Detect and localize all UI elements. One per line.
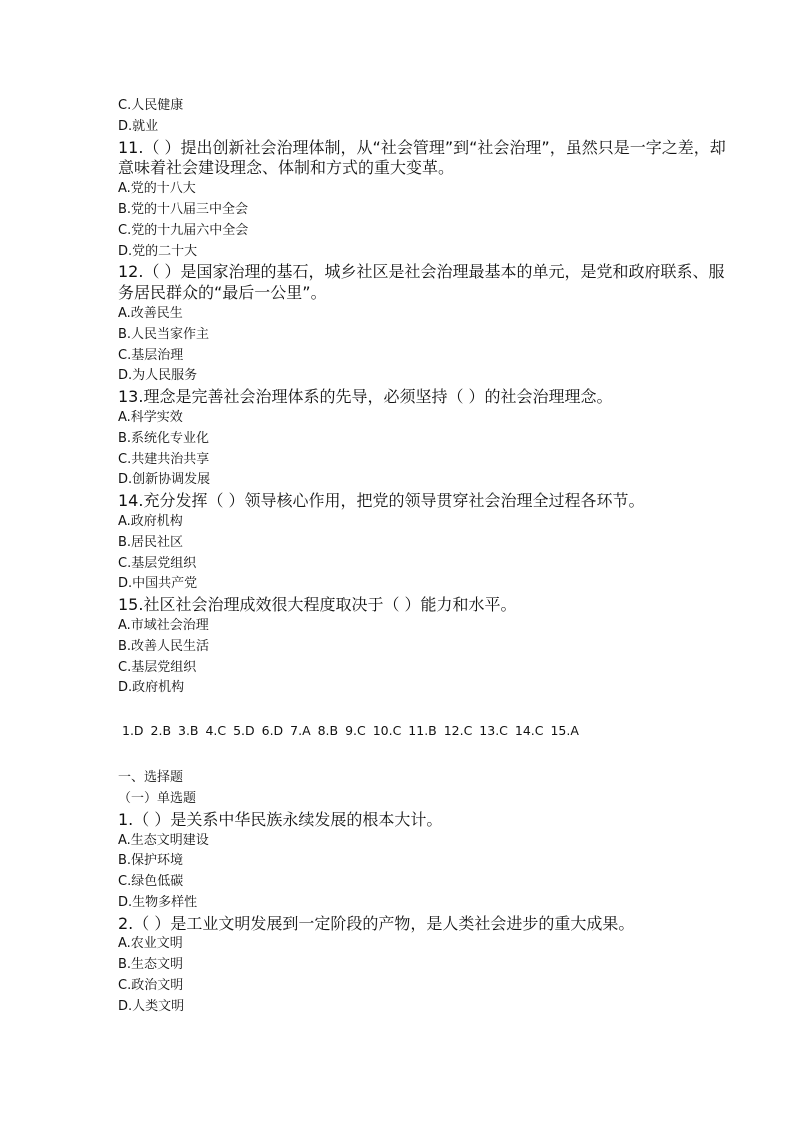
option: A.市域社会治理 <box>118 617 209 633</box>
question-1 <box>118 810 688 831</box>
option: D.人类文明 <box>118 998 185 1014</box>
sub-section-title: （一）单选题 <box>118 790 197 806</box>
section-title: 一、选择题 <box>118 770 184 786</box>
option-c-q10: C.人民健康 <box>118 98 184 113</box>
option: A.改善民生 <box>118 305 183 321</box>
question-12 <box>118 262 725 304</box>
question-stem-line: 13.理念是完善社会治理体系的先导，必须坚持（ ）的社会治理理念。 <box>118 387 613 407</box>
question-11 <box>118 137 726 180</box>
option: C.基层党组织 <box>118 659 197 675</box>
option: C.党的十九届六中全会 <box>118 222 249 238</box>
option: A.党的十八大 <box>118 181 196 197</box>
option: D.中国共产党 <box>118 576 198 592</box>
option: C.基层党组织 <box>118 555 197 571</box>
document-page <box>118 96 726 1018</box>
option: B.人民当家作主 <box>118 326 210 342</box>
option: D.创新协调发展 <box>118 472 211 488</box>
option: B.党的十八届三中全会 <box>118 201 249 217</box>
option: C.政治文明 <box>118 978 184 994</box>
option: D.生物多样性 <box>118 894 198 910</box>
question-stem-line: 2.（ ）是工业文明发展到一定阶段的产物，是人类社会进步的重大成果。 <box>118 913 635 933</box>
option: B.改善人民生活 <box>118 638 210 654</box>
question-stem-line: 15.社区社会治理成效很大程度取决于（ ）能力和水平。 <box>118 595 517 615</box>
question-stem-line: 11.（ ）提出创新社会治理体制，从“社会管理”到“社会治理”，虽然只是一字之差，却 <box>118 137 726 157</box>
option: A.农业文明 <box>118 936 183 952</box>
option: B.系统化专业化 <box>118 430 210 446</box>
question-13 <box>118 387 688 408</box>
option: C.共建共治共享 <box>118 451 210 467</box>
option: D.为人民服务 <box>118 368 198 384</box>
option: B.生态文明 <box>118 957 184 973</box>
option: A.科学实效 <box>118 409 183 425</box>
question-stem-line: 意味着社会建设理念、体制和方式的重大变革。 <box>118 158 455 178</box>
option: A.政府机构 <box>118 513 183 529</box>
option: B.保护环境 <box>118 853 184 869</box>
option: C.绿色低碳 <box>118 874 184 890</box>
question-15 <box>118 595 688 616</box>
answer-key: 1.D 2.B 3.B 4.C 5.D 6.D 7.A 8.B 9.C 10.C 11.B 12.C 13.C 14.C 15.A <box>122 723 579 739</box>
question-2 <box>118 914 688 935</box>
question-stem-line: 14.充分发挥（ ）领导核心作用，把党的领导贯穿社会治理全过程各环节。 <box>118 491 645 511</box>
question-stem-line: 12.（ ）是国家治理的基石，城乡社区是社会治理最基本的单元，是党和政府联系、服 <box>118 262 725 282</box>
option: C.基层治理 <box>118 347 184 363</box>
option-d-q10: D.就业 <box>118 118 159 134</box>
option: B.居民社区 <box>118 534 184 550</box>
question-stem-line: 1.（ ）是关系中华民族永续发展的根本大计。 <box>118 809 443 829</box>
option: D.政府机构 <box>118 680 185 696</box>
option: A.生态文明建设 <box>118 832 209 848</box>
option: D.党的二十大 <box>118 243 198 259</box>
question-14 <box>118 491 688 512</box>
question-stem-line: 务居民群众的“最后一公里”。 <box>118 283 327 303</box>
